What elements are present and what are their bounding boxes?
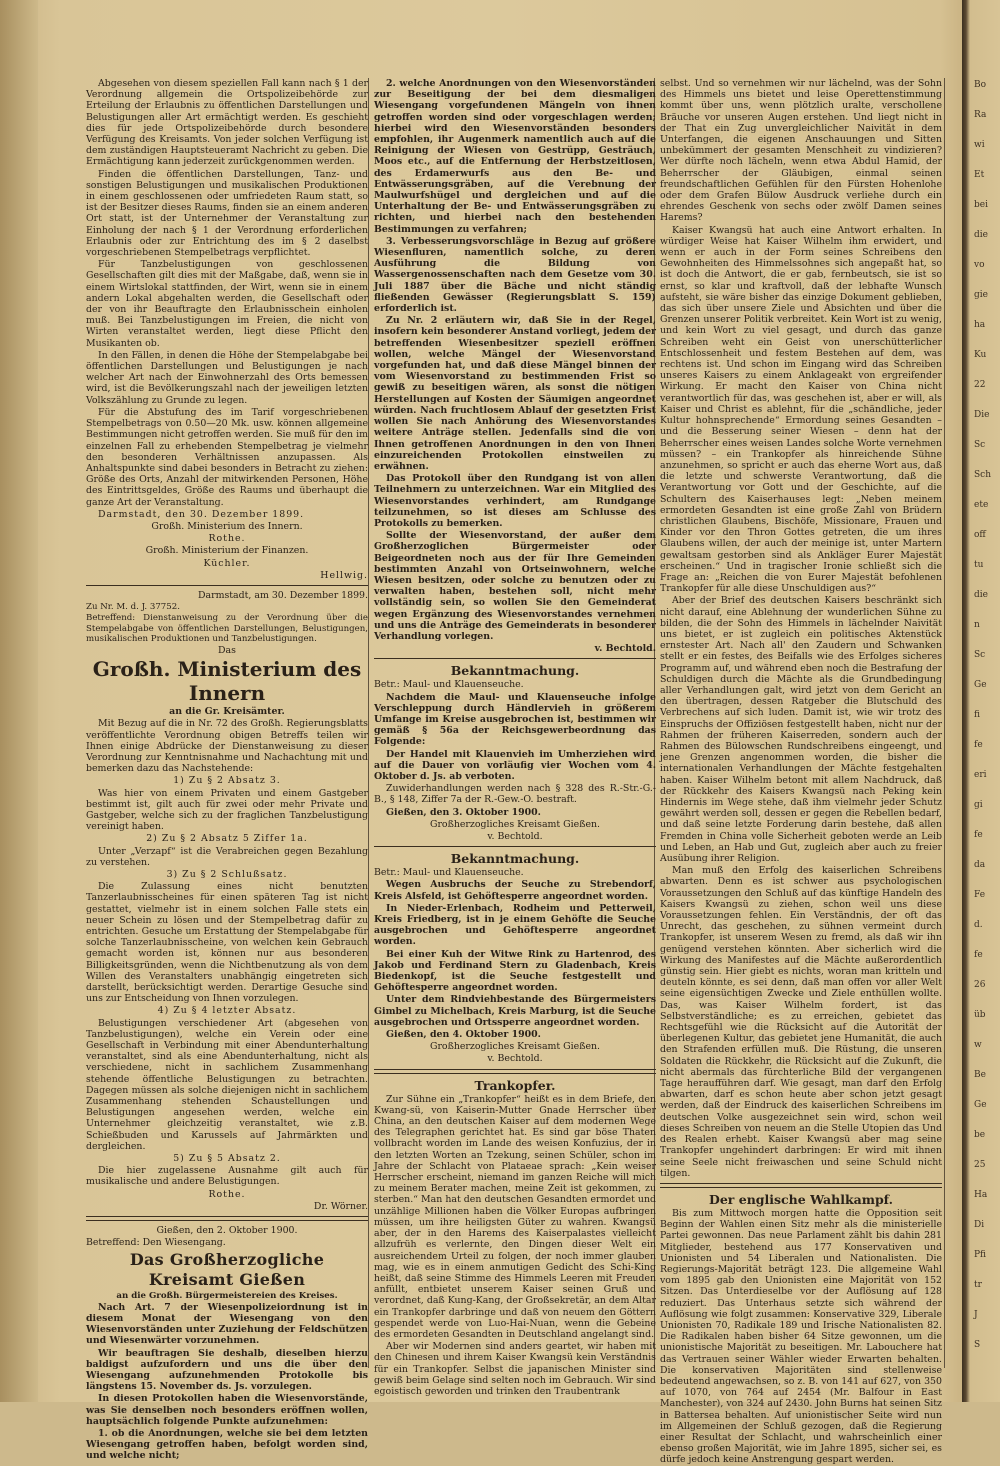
- announcement-heading: Bekanntmachung.: [450, 851, 580, 867]
- paragraph: Der Handel mit Klauenvieh im Umherziehen wird auf die Dauer von vorläufig vier Wochen vom 4. Oktober d. Js. ab verboten.: [374, 748, 656, 782]
- adjacent-page-fragment: S: [974, 1340, 981, 1350]
- subject-line: Betr.: Maul- und Klauenseuche.: [374, 679, 524, 691]
- column-3: [660, 78, 942, 1466]
- adjacent-page-fragment: da: [974, 860, 986, 870]
- paragraph: Nachdem die Maul- und Klauenseuche infolge Verschleppung durch Händlervieh in größerem Umfange im Kreise ausgebrochen ist, bestimmen wir gemäß § 56a der Reichsgewerbeordnung das Folgende:: [374, 691, 656, 748]
- adjacent-page-fragment: fe: [974, 740, 983, 750]
- section-number: 1) Zu § 2 Absatz 3.: [173, 775, 281, 787]
- signature: v. Bechtold.: [594, 643, 656, 655]
- signature: Dr. Wörner.: [313, 1200, 368, 1212]
- article-heading: Trankopfer.: [474, 1077, 556, 1093]
- adjacent-page-fragment: fe: [974, 830, 983, 840]
- adjacent-page-fragment: n: [974, 620, 980, 630]
- addressee: an die Gr. Kreisämter.: [169, 706, 285, 718]
- signature: Hellwig.: [320, 569, 368, 581]
- adjacent-page-fragment: ete: [974, 500, 989, 510]
- section-number: 2) Zu § 2 Absatz 5 Ziffer 1a.: [146, 833, 308, 845]
- dateline: Darmstadt, den 30. Dezember 1899.: [98, 508, 305, 520]
- paragraph: Aber wir Modernen sind anders geartet, wir haben mit den Chinesen und ihrem Kaiser Kwangsü kein Verständnis für ein Trankopfer. Selbst die japanischen Minister sind gewiß beim Gelage sind selten noch im Gebrauch. Wir sind egoistisch geworden und trinken den Traubentrank: [374, 1341, 656, 1397]
- section-number: 4) Zu § 4 letzter Absatz.: [157, 1005, 297, 1017]
- adjacent-page-fragment: Di: [974, 1220, 985, 1230]
- paragraph: Wegen Ausbruchs der Seuche zu Strebendorf, Kreis Alsfeld, ist Gehöftesperre angeordnet worden.: [374, 879, 656, 902]
- dateline: Gießen, den 3. Oktober 1900.: [386, 806, 541, 818]
- signature: v. Bechtold.: [487, 1053, 543, 1065]
- paragraph: Zuwiderhandlungen werden nach § 328 des R.-Str.-G.-B., § 148, Ziffer 7a der R.-Gew.-O. bestraft.: [374, 783, 656, 806]
- signature: Großh. Ministerium der Finanzen.: [145, 545, 309, 557]
- adjacent-page-fragment: d.: [974, 920, 983, 930]
- paragraph: Zur Sühne ein „Trankopfer“ heißt es in dem Briefe, den Kwang-sü, von Kaiserin-Mutter Gnade Herrscher über China, an den deutschen Kaiser auf dem modernen Wege des Telegraphen gerichtet hat. Es sind gar böse Thaten vollbracht worden im Lande des weisen Konfuzius, der in den letzten Worten an Tzekung, seinen Schüler, schon im Jahre der Schlacht von Plataeae sprach: „Kein weiser Herrscher erscheint, niemand im ganzen Reiche will mich zu meinem Berater machen, meine Zeit ist gekommen, zu sterben.“ Man hat den deutschen Gesandten ermordet und unzählige Millionen haben die Völker Europas aufbringen müssen, um ihre heiligsten Güter zu wahren. Kwangsü aber, der in den Harems des Kaiserpalastes vielleicht allzufrüh es verlernte, den Dingen dieser Welt ein ausreichendem Urteil zu folgen, der noch immer glauben mag, wie es in einem anmutigen Gedicht des Schi-King heißt, daß seine Stimme des Himmels Leeren mit Freuden anfüllt, entbietet unserem Kaiser seinen Gruß und verordnet, daß Kung-Kang, der Großsekretär, an dem Altar ein Trankopfer darbringe und daß von neuem den Göttern gespendet werde von Luo-Hai-Nuan, wenn die Gebeine des ermordeten Gesandten in Deutschland angelangt sind.: [374, 1093, 656, 1340]
- left-page-edge: [0, 0, 38, 1402]
- adjacent-page-fragment: Bo: [974, 80, 987, 90]
- adjacent-page-fragment: Sc: [974, 650, 986, 660]
- adjacent-page-fragment: Ku: [974, 350, 987, 360]
- signature: Großherzogliches Kreisamt Gießen.: [429, 818, 601, 830]
- paragraph: Unter dem Rindviehbestande des Bürgermeisters Gimbel zu Michelbach, Kreis Marburg, ist die Seuche ausgebrochen und Ortssperre angeordnet worden.: [374, 994, 656, 1028]
- adjacent-page-fragment: Fe: [974, 890, 986, 900]
- column-1: [86, 78, 368, 1462]
- adjacent-page-fragment: vo: [974, 260, 985, 270]
- dateline: Gießen, den 4. Oktober 1900.: [386, 1029, 541, 1041]
- divider: [86, 1216, 368, 1221]
- column-rule: [944, 78, 945, 1368]
- subject-line: Betr.: Maul- und Klauenseuche.: [374, 867, 524, 879]
- signature: Rothe.: [208, 533, 246, 545]
- adjacent-page-fragment: fi: [974, 710, 981, 720]
- adjacent-page-fragment: die: [974, 590, 988, 600]
- divider: [660, 1183, 942, 1188]
- divider: [374, 658, 656, 659]
- article-label: Das: [218, 644, 236, 656]
- addressee: an die Großh. Bürgermeistereien des Kreises.: [116, 1290, 338, 1301]
- paragraph: Zu Nr. 2 erläutern wir, daß Sie in der Regel, insofern kein besonderer Anstand vorliegt, jedem der betreffenden Wiesenbesitzer speziell eröffnen wollen, welche Mängel der Wiesenvorstand vorgefunden hat, und daß diese Mängel binnen der vom Wiesenvorstand zu bestimmenden Frist so gewiß zu beseitigen wären, als sonst die nötigen Herstellungen auf Kosten der Säumigen angeordnet würden. Nach fruchtlosem Ablauf der gesetzten Frist wollen Sie nach Anhörung des Wiesenvorstandes weitere Anträge stellen. Jedenfalls sind die von Ihnen getroffenen Anordnungen in den von Ihnen einzureichenden Protokollen einstweilen zu erwähnen.: [374, 315, 656, 472]
- adjacent-page-fragment: J: [974, 1310, 978, 1320]
- paragraph: Bis zum Mittwoch morgen hatte die Opposition seit Beginn der Wahlen einen Sitz mehr als die ministerielle Partei gewonnen. Das neue Parlament zählt bis dahin 281 Mitglieder, bestehend aus 177 Konservativen und Unionisten und 54 Liberalen und Nationalisten. Die Regierungs-Majorität beträgt 123. Die allgemeine Wahl vom 1895 gab den Unionisten eine Majorität von 152 Sitzen. Das Unterdieselbe vor der Auflösung auf 128 reduziert. Das Unterhaus setzte sich während der Auflösung wie folgt zusammen: Konservative 329, Liberale Unionisten 70, Radikale 189 und Irische Nationalisten 82. Die Radikalen haben bisher 64 Sitze gewonnen, um die unionistische Majorität zu beseitigen. Mr. Labouchere hat das Vertrauen seiner Wähler wieder Erwarten behalten. Die konservativen Majoritäten sind stellenweise bedeutend angewachsen, so z. B. von 141 auf 627, von 350 auf 1070, von 764 auf 2454 (Mr. Balfour in East Manchester), von 324 auf 2430. John Burns hat seinen Sitz in Battersea behalten. Auf unionistischer Seite wird nun im Allgemeinen der Schluß gezogen, daß die Regierung einer Resultat der Schlacht, und wahrscheinlich einer ebenso großen Majorität, wie im Jahre 1895, sicher sei, es dürfe jedoch keine Anstrengung gespart werden.: [660, 1207, 942, 1466]
- signature: Küchler.: [203, 557, 251, 569]
- divider: [374, 846, 656, 847]
- paragraph: Das Protokoll über den Rundgang ist von allen Teilnehmern zu unterzeichnen. War ein Mitglied des Wiesenvorstandes verhindert, am Rundgange teilzunehmen, so ist dieses am Schlusse des Protokolls zu bemerken.: [374, 473, 656, 529]
- adjacent-page-fragment: ha: [974, 320, 986, 330]
- adjacent-page-edge: [962, 0, 1000, 1402]
- subject-line: Betreffend: Dienstanweisung zu der Verordnung über die Stempelabgabe von öffentlichen Darstellungen, Belustigungen, musikalischen Produktionen und Tanzbelustigungen.: [86, 613, 368, 644]
- paragraph: Aber der Brief des deutschen Kaisers beschränkt sich nicht darauf, eine Ablehnung der wunderlichen Sühne zu bilden, die der Sohn des Himmels in lächelnder Naivität uns bietet, er ist zugleich ein politisches Aktenstück ernstester Art. Nach all' den Zaudern und Schwanken stellt er ein festes, des Beifalls wie des Erfolges sicheres Programm auf, und während eben noch die Bestrafung der Schuldigen durch die Mächte als die Grundbedingung aller Verhandlungen galt, wird jetzt von dem Gericht an den übertragen, dessen Ratgeber die Blutschuld des Verbrechens auf sich luden. Damit ist, wie wir trotz des Einspruchs der Offiziösen festgestellt haben, nicht nur der Rahmen der früheren Kaiserreden, sondern auch der Rahmen des Bülowschen Rundschreibens eingeengt, und jene Grenzen angenommen worden, die bisher die internationalen Verhandlungen der Mächte festgehalten haben. Kaiser Wilhelm betont mit allem Nachdruck, daß der Rückkehr des Kaisers Kwangsü nach Peking kein Hindernis im Wege stehe, daß ihm vielmehr jeder Schutz gewährt werden soll, dessen er gegen die Rebellen bedarf, und daß seine letzte Forderung darin bestehe, daß allen Fremden in China volle Sicherheit geboten werde an Leib und Leben, an Hab und Gut, zugleich aber auch zu freier Ausübung ihrer Religion.: [660, 595, 942, 865]
- adjacent-page-fragment: Ge: [974, 680, 987, 690]
- paragraph: Unter „Verzapf“ ist die Verabreichen gegen Bezahlung zu verstehen.: [86, 845, 368, 868]
- paragraph: Nach Art. 7 der Wiesenpolizeiordnung ist in diesem Monat der Wiesengang von den Wiesenvorständen unter Zuziehung der Feldschützen und Wiesenwärter vorzunehmen.: [86, 1301, 368, 1347]
- paragraph: Man muß den Erfolg des kaiserlichen Schreibens abwarten. Denn es ist schwer aus psychologischen Voraussetzungen den Schluß auf das künftige Handeln des Kaisers Kwangsü zu ziehen, schon weil uns diese Voraussetzungen fehlen. Ein Verständnis, der oft das Unrecht, das geschehen, zu sühnen vermeint durch Trankopfer, ist unserem Wesen zu fremd, als daß wir ihn genügend verstehen könnten. Aber sicherlich wird die Wirkung des Manifestes auf die Mächte außerordentlich günstig sein. Hier giebt es nichts, woran man kritteln und deuteln könnte, es sei denn, daß man offen vor aller Welt seine eigensüchtigen Zwecke und Ziele enthüllen wollte. Das, was Kaiser Wilhelm fordert, ist das Selbstverständliche; es zu erreichen, gebietet das Rechtsgefühl wie die Rücksicht auf die Autorität der überlegenen Kultur, das gebietet jene Humanität, die auch den Strafenden erfüllen muß. Die Rüstung, die unseren Soldaten die Rückkehr, die Rücksicht auf die Zukunft, die nicht abermals das fürchterliche Bild der vergangenen Tage heraufführen darf. Wie gesagt, man darf den Erfolg abwarten, darf es schon heute aber schon jetzt gesagt werden, daß der Eindruck des kaiserlichen Schreibens im deutschen Volke ausgezeichnet sein wird, schon weil dieses Schreiben von neuem an die Stelle Utopien das Und des Realen erhebt. Kaiser Kwangsü aber mag seine Trankopfer ungehindert darbringen: Er wird mit ihnen seine Seele nicht freiwaschen und seine Schuld nicht tilgen.: [660, 865, 942, 1179]
- paragraph: Abgesehen von diesem speziellen Fall kann nach § 1 der Verordnung allgemein die Ortspolizeibehörde zur Erteilung der Erlaubnis zu öffentlichen Darstellungen und Belustigungen aller Art ermächtigt werden. Es geschieht dies für jede Ortspolizeibehörde durch besondere Verfügung des Kreisamts. Von jeder solchen Verfügung ist dem zuständigen Hauptsteueramt Nachricht zu geben. Die Ermächtigung kann jederzeit zurückgenommen werden.: [86, 78, 368, 168]
- dateline: Darmstadt, am 30. Dezember 1899.: [197, 589, 368, 601]
- adjacent-page-fragment: Die: [974, 410, 990, 420]
- ministry-heading: Großh. Ministerium des Innern: [92, 657, 362, 706]
- column-2: [374, 78, 656, 1397]
- adjacent-page-fragment: 26: [974, 980, 986, 990]
- adjacent-page-fragment: wi: [974, 140, 985, 150]
- adjacent-page-fragment: Ge: [974, 1100, 987, 1110]
- adjacent-page-fragment: Sc: [974, 440, 986, 450]
- adjacent-page-fragment: 22: [974, 380, 986, 390]
- paragraph: Finden die öffentlichen Darstellungen, Tanz- und sonstigen Belustigungen und musikalischen Produktionen in einem geschlossenen oder umfriedeten Raum statt, so ist der Besitzer dieses Raums, finden sie an einem anderen Ort statt, ist der Unternehmer der Veranstaltung zur Einholung der nach § 1 der Verordnung erforderlichen Erlaubnis oder zur Entrichtung des im § 2 daselbst vorgeschriebenen Stempelbetrags verpflichtet.: [86, 168, 368, 259]
- section-number: 5) Zu § 5 Absatz 2.: [173, 1153, 281, 1165]
- paragraph: Was hier von einem Privaten und einem Gastgeber bestimmt ist, gilt auch für zwei oder mehr Private und Gastgeber, welche sich zu der fraglichen Tanzbelustigung vereinigt haben.: [86, 787, 368, 833]
- signature: v. Bechtold.: [487, 831, 543, 842]
- adjacent-page-fragment: fe: [974, 950, 983, 960]
- paragraph: 3. Verbesserungsvorschläge in Bezug auf größere Wiesenfluren, namentlich solche, zu deren Ausführung die Bildung von Wassergenossenschaften nach dem Gesetze vom 30. Juli 1887 über die Bäche und nicht ständig fließenden Gewässer (Regierungsblatt S. 159) erforderlich ist.: [374, 235, 656, 315]
- paragraph: In Nieder-Erlenbach, Rodheim und Petterweil, Kreis Friedberg, ist in je einem Gehöfte die Seuche ausgebrochen und Gehöftesperre angeordnet worden.: [374, 902, 656, 948]
- paragraph: Die hier zugelassene Ausnahme gilt auch für musikalische und andere Belustigungen.: [86, 1165, 368, 1188]
- adjacent-page-fragment: gi: [974, 800, 983, 810]
- announcement-heading: Bekanntmachung.: [450, 663, 580, 679]
- adjacent-page-fragment: Ra: [974, 110, 987, 120]
- adjacent-page-fragment: be: [974, 1130, 986, 1140]
- adjacent-page-fragment: üb: [974, 1010, 986, 1020]
- paragraph: selbst. Und so vernehmen wir nur lächelnd, was der Sohn des Himmels uns bietet und leise Operettenstimmung kommt über uns, wenn plötzlich uralte, verschollene Bräuche vor unseren Augen erstehen. Und liegt nicht in der That ein Zug unvergleichlicher Naivität in dem Unterfangen, die eigenen Anschauungen und Sitten unbekümmert der gesamten Menschheit zu vindizieren? Wer dürfte noch lächeln, wenn etwa Abdul Hamid, der Beherrscher der Gläubigen, einmal seinen freundschaftlichen Gefühlen für den Fürsten Hohenlohe oder dem Grafen Bülow Ausdruck verliehe durch ein ehrendes Geschenk von sechs oder zwölf Damen seines Harems?: [660, 78, 942, 224]
- dateline: Gießen, den 2. Oktober 1900.: [156, 1225, 298, 1237]
- subject-line: Betreffend: Den Wiesengang.: [86, 1237, 226, 1249]
- article-heading: Der englische Wahlkampf.: [709, 1191, 893, 1207]
- adjacent-page-fragment: tr: [974, 1280, 982, 1290]
- adjacent-page-fragment: Sch: [974, 470, 992, 480]
- paragraph: Mit Bezug auf die in Nr. 72 des Großh. Regierungsblatts veröffentlichte Verordnung obigen Betreffs teilen wir Ihnen einige Abdrücke der Dienstanweisung zu dieser Verordnung zur Kenntnisnahme und Nachachtung mit und bemerken dazu das Nachstehende:: [86, 718, 368, 775]
- adjacent-page-fragment: eri: [974, 770, 987, 780]
- paragraph: Wir beauftragen Sie deshalb, dieselben hierzu baldigst aufzufordern und uns die über den Wiesengang aufzunehmenden Protokolle bis längstens 15. November ds. Js. vorzulegen.: [86, 1347, 368, 1393]
- section-number: 3) Zu § 2 Schlußsatz.: [166, 869, 288, 880]
- paragraph: Für Tanzbelustigungen von geschlossenen Gesellschaften gilt dies mit der Maßgabe, daß, wenn sie in einem Wirtslokal stattfinden, der Wirt, wenn sie in einem andern Lokal abgehalten werden, die Gesellschaft oder der von ihr Beauftragte den Erlaubnisschein einholen muß. Bei Tanzbelustigungen im Freien, die nicht von Wirten veranstaltet werden, liegt diese Pflicht den Musikanten ob.: [86, 259, 368, 349]
- adjacent-page-fragment: Pfi: [974, 1250, 987, 1260]
- paragraph: In diesen Protokollen haben die Wiesenvorstände, was Sie denselben noch besonders eröffnen wollen, hauptsächlich folgende Punkte aufzunehmen:: [86, 1393, 368, 1427]
- adjacent-page-fragment: Et: [974, 170, 985, 180]
- divider: [374, 1069, 656, 1074]
- paragraph: Belustigungen verschiedener Art (abgesehen von Tanzbelustigungen), welche ein Verein oder eine Gesellschaft in Verbindung mit einer Abendunterhaltung veranstaltet, sind als eine Abendunterhaltung, nicht als verschiedene, nicht in sachlichem Zusammenhang stehende öffentliche Belustigungen zu betrachten. Dagegen müssen als solche diejenigen nicht in sachlichem Zusammenhang stehenden Schaustellungen und Belustigungen angesehen werden, welche ein Unternehmer gleichzeitig veranstaltet, wie z.B. Schießbuden und Karussels auf Jahrmärkten und dergleichen.: [86, 1017, 368, 1152]
- paragraph: Bei einer Kuh der Witwe Rink zu Hartenrod, des Jakob und Ferdinand Stern zu Gladenbach, Kreis Biedenkopf, ist die Seuche festgestellt und Gehöftesperre angeordnet worden.: [374, 948, 656, 994]
- paragraph: Kaiser Kwangsü hat auch eine Antwort erhalten. In würdiger Weise hat Kaiser Wilhelm ihm erwidert, und wenn er auch in der Form seines Schreibens den Gewohnheiten des Himmelssohnes sich angepaßt hat, so ist doch die Antwort, die er gab, fernbeutsch, sie ist so ernst, so klar und kraftvoll, daß der lebhafte Wunsch aufsteht, sie wäre bisher das einzige Dokument geblieben, das sich über unsere Ziele und Absichten und über die Grenzen unserer Politik verbreitet. Kein Wort ist zu wenig, und kein Wort zu viel gesagt, und durch das ganze Schreiben weht ein Geist von unerschütterlicher Entschlossenheit und festem Bestehen auf dem, was rechtens ist. Und schon im Eingang wird das Schreiben unseres Kaisers zu einem Anklageakt von ergreifender Wirkung. Er macht den Kaiser von China nicht verantwortlich für das, was geschehen ist, aber er will, als Kaiser und Christ es ablehnt, für die „schändliche, jeder Kultur hohnsprechende“ Ermordung seines Gesandten – und die Besserung seiner Wiesen – denn hat der Beherrscher eines weisen Landes solche Worte vernehmen müssen? – ein Trankopfer als hinreichende Sühne anzunehmen, so spricht er auch das eherne Wort aus, daß die letzte und schwerste Verantwortung, daß die Verantwortung vor Gott und der Geschichte, auf die Schultern des Kaiserhauses legt: „Neben meinem ermordeten Gesandten ist eine große Zahl von Brüdern christlichen Glaubens, Bischöfe, Missionare, Frauen und Kinder vor den Thron Gottes getreten, die um ihres Glaubens willen, der auch der meinige ist, unter Martern gewaltsam gestorben sind als Ankläger Eurer Majestät erscheinen.“ Und in tragischer Ironie schließt sich die Frage an: „Reichen die von Eurer Majestät befohlenen Trankopfer für alle diese Unschuldigen aus?“: [660, 224, 942, 595]
- paragraph: Sollte der Wiesenvorstand, der außer dem Großherzoglichen Bürgermeister oder Beigeordneten noch aus der für Ihre Gemeinden bestimmten Anzahl von Ortseinwohnern, welche Wiesen besitzen, oder solche zu benutzen oder zu verwalten haben, bestehen soll, nicht mehr vollständig sein, so wollen Sie den Gemeinderat wegen Ergänzung des Wiesenvorstandes vernehmen und uns die Anträge des Gemeinderats in besonderer Verhandlung vorlegen.: [374, 530, 656, 642]
- paragraph: Für die Abstufung des im Tarif vorgeschriebenen Stempelbetrags von 0.50—20 Mk. usw. können allgemeine Bestimmungen nicht getroffen werden. Sie muß für den im einzelnen Fall zu erhebenden Stempelbetrag je vielmehr den besonderen Verhältnissen anzupassen. Als Anhaltspunkte sind dabei besonders in Betracht zu ziehen: Größe des Orts, Anzahl der mitwirkenden Personen, Höhe des Eintrittsgeldes, Größe des Raums und überhaupt die ganze Art der Veranstaltung.: [86, 406, 368, 508]
- adjacent-page-fragment: Be: [974, 1070, 986, 1080]
- paragraph: In den Fällen, in denen die Höhe der Stempelabgabe bei öffentlichen Darstellungen und Belustigungen je nach welcher Art nach der Einwohnerzahl des Orts bemessen wird, ist die Bevölkerungszahl nach der jeweiligen letzten Volkszählung zu Grunde zu legen.: [86, 349, 368, 406]
- divider: [86, 585, 368, 586]
- adjacent-page-fragment: 25: [974, 1160, 986, 1170]
- signature: Rothe.: [208, 1188, 246, 1200]
- column-rule: [368, 78, 369, 1368]
- adjacent-page-fragment: gie: [974, 290, 988, 300]
- adjacent-page-fragment: w: [974, 1040, 982, 1050]
- adjacent-page-fragment: Ha: [974, 1190, 988, 1200]
- adjacent-page-fragment: off: [974, 530, 986, 540]
- adjacent-page-fragment: die: [974, 230, 988, 240]
- signature: Großherzogliches Kreisamt Gießen.: [429, 1041, 601, 1053]
- paragraph: Die Zulassung eines nicht benutzten Tanzerlaubnisscheines für einen späteren Tag ist nicht gestattet, vielmehr ist in einem solchen Falle stets ein neuer Schein zu lösen und der Stempelbetrag dafür zu entrichten. Gesuche um Erstattung der Stempelabgabe für solche Tanzerlaubnisscheine, von welchen kein Gebrauch gemacht worden ist, können nur aus besonderen Billigkeitsgründen, wenn die Nichtbenutzung als von dem Willen des Veranstalters unabhängig eingetreten sich darstellt, berücksichtigt werden. Derartige Gesuche sind uns zur Entscheidung von Ihnen vorzulegen.: [86, 881, 368, 1005]
- kreisamt-heading: Das Großherzogliche Kreisamt Gießen: [129, 1249, 325, 1289]
- reference-number: Zu Nr. M. d. J. 37752.: [86, 602, 180, 613]
- paragraph: 1. ob die Anordnungen, welche sie bei dem letzten Wiesengang getroffen haben, befolgt worden sind, und welche nicht;: [86, 1427, 368, 1462]
- adjacent-page-fragment: tu: [974, 560, 984, 570]
- signature: Großh. Ministerium des Innern.: [151, 520, 303, 532]
- paragraph: 2. welche Anordnungen von den Wiesenvorständen zur Beseitigung der bei dem diesmaligen Wiesengang vorgefundenen Mängeln von ihnen getroffen worden sind oder vorgeschlagen werden; hierbei wird den Wiesenvorständen besonders empfohlen, ihr Augenmerk namentlich auch auf die Reinigung der Wiesen von Gestrüpp, Gesträuch, Moos etc., auf die Entfernung der Herbstzeitlosen, des Erdamerwurfs aus den Be- und Entwässerungsgräben, auf die Verebnung der Maulwurfshügel und dergleichen und auf die Unterhaltung der Be- und Entwässerungsgräben zu richten, und hierbei nach den bestehenden Bestimmungen zu verfahren;: [374, 78, 656, 235]
- adjacent-page-fragment: bei: [974, 200, 988, 210]
